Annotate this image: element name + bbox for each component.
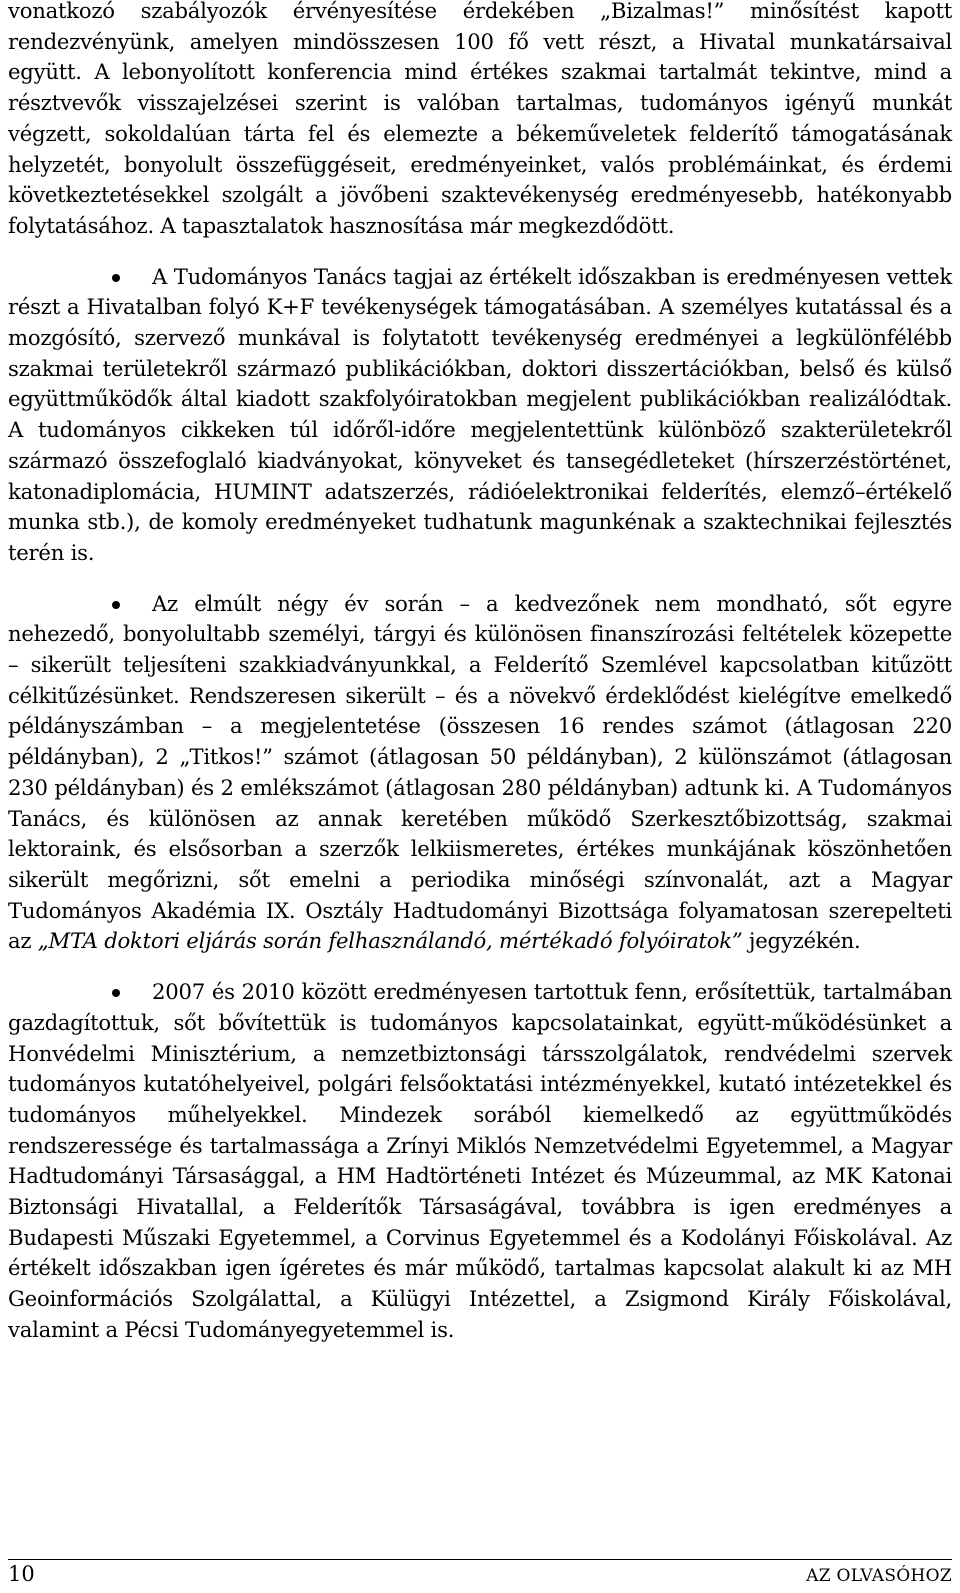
paragraph-gap (8, 569, 952, 589)
paragraph: vonatkozó szabályozók érvényesítése érdekében „Bizalmas!” minősítést kapott rendezvényünk, amelyen mindösszesen 100 fő vett részt, a Hivatal munkatársaival együtt. A lebonyolított konferencia mind értékes szakmai tartalmát tekintve, mind a résztvevők visszajelzései szerint is valóban tartalmas, tudományos igényű munkát végzett, sokoldalúan tárta fel és elemezte a békeműveletek felderítő támogatásának helyzetét, bonyolult összefüggéseit, eredményeinket, valós problémáinkat, és érdemi következtetésekkel szolgált a jövőbeni szaktevékenység eredményesebb, hatékonyabb folytatásához. A tapasztalatok hasznosítása már megkezdődött. (8, 0, 952, 238)
bullet-text: A Tudományos Tanács tagjai az értékelt időszakban is eredményesen vettek részt a Hivatalban folyó K+F tevékenységek támogatásában. A személyes kutatással és a mozgósító, szervező munkával is folytatott tevékenység eredményei a legkülönfélébb szakmai területekről származó publikációkban, doktori disszertációkban, belső és külső együttműködők által kiadott szakfolyóiratokban megjelent publikációkban realizálódtak. A tudományos cikkeken túl időről-időre megjelentettünk különböző szakterületekről származó összefoglaló kiadványokat, könyveket és tansegédleteket (hírszerzéstörténet, katonadiplomácia, HUMINT adatszerzés, rádióelektronikai felderítés, elemző–értékelő munka stb.), de komoly eredményeket tudhatunk magunkénak a szaktechnikai fejlesztés terén is. (8, 263, 952, 565)
bullet-text: 2007 és 2010 között eredményesen tartottuk fenn, erősítettük, tartalmában gazdagítottuk, sőt bővítettük is tudományos kapcsolatainkat, együtt-működésünket a Honvédelmi Minisztérium, a nemzetbiztonsági társszolgálatok, rendvédelmi szervek tudományos kutatóhelyeivel, polgári felsőoktatási intézményekkel, kutató intézetekkel és tudományos műhelyekkel. Mindezek sorából kiemelkedő az együttműködés rendszeressége és tartalmassága a Zrínyi Miklós Nemzetvédelmi Egyetemmel, a Magyar Hadtudományi Társasággal, a HM Hadtörténeti Intézet és Múzeummal, az MK Katonai Biztonsági Hivatallal, a Felderítők Társaságával, továbbra is igen eredményes a Budapesti Műszaki Egyetemmel, a Corvinus Egyetemmel és a Kodolányi Főiskolával. Az értékelt időszakban igen ígéretes és már működő, tartalmas kapcsolat alakult ki az MH Geoinformációs Szolgálattal, a Külügyi Intézettel, a Zsigmond Király Főiskolával, valamint a Pécsi Tudományegyetemmel is. (8, 979, 952, 1342)
bullet-icon (112, 274, 120, 282)
paragraph-gap (8, 957, 952, 977)
footer-divider (8, 1559, 952, 1560)
paragraph-gap (8, 242, 952, 262)
bullet-icon (112, 601, 120, 609)
bullet-item (8, 589, 952, 957)
page-number: 10 (8, 1562, 35, 1586)
bullet-item (8, 262, 952, 569)
document-page (8, 0, 952, 1346)
italic-citation: „MTA doktori eljárás során felhasználandó, mértékadó folyóiratok” (37, 928, 743, 954)
bullet-item (8, 977, 952, 1345)
bullet-icon (112, 989, 120, 997)
bullet-text-end: jegyzékén. (742, 928, 861, 954)
bullet-text: Az elmúlt négy év során – a kedvezőnek nem mondható, sőt egyre nehezedő, bonyolultabb személyi, tárgyi és különösen finanszírozási feltételek közepette – sikerült teljesíteni szakkiadványunkkal, a Felderítő Szemlével kapcsolatban kitűzött célkitűzésünket. Rendszeresen sikerült – és a növekvő érdeklődést kielégítve emelkedő példányszámban – a megjelentetése (összesen 16 rendes számot (átlagosan 220 példányban), 2 „Titkos!” számot (átlagosan 50 példányban), 2 különszámot (átlagosan 230 példányban) és 2 emlékszámot (átlagosan 280 példányban) adtunk ki. A Tudományos Tanács, és különösen az annak keretében működő Szerkesztőbizottság, szakmai lektoraink, és elsősorban a szerzők lelkiismeretes, értékes munkájának köszönhetően sikerült megőrizni, sőt emelni a periodika minőségi színvonalát, azt a Magyar Tudományos Akadémia IX. Osztály Hadtudományi Bizottsága folyamatosan szerepelteti az (8, 590, 952, 954)
running-footer-title: AZ OLVASÓHOZ (806, 1566, 952, 1586)
